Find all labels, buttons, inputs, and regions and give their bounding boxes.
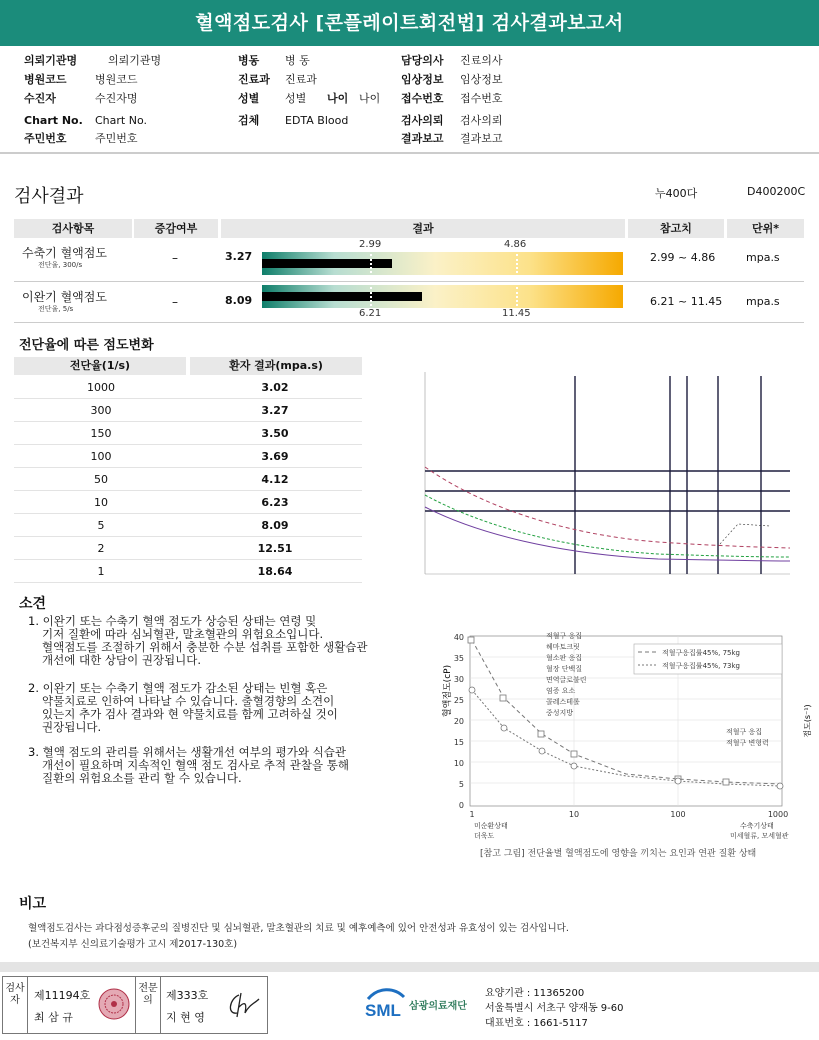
viscosity-cell: 12.51 <box>257 542 293 555</box>
info-row: 결과보고 결과보고 <box>401 132 503 145</box>
reference-range: 6.21 ~ 11.45 <box>650 295 723 308</box>
lab-address: 서울특별시 서초구 양재동 9-60 <box>485 1003 624 1014</box>
svg-text:콜레스테롤: 콜레스테롤 <box>546 698 580 706</box>
change-indicator: – <box>172 295 178 309</box>
opinion-heading: 소견 <box>19 596 47 612</box>
viscosity-cell: 4.12 <box>261 473 289 486</box>
svg-text:25: 25 <box>453 696 464 705</box>
svg-text:SML: SML <box>365 1001 401 1020</box>
result-gauge <box>262 285 623 308</box>
viscosity-cell: 8.09 <box>261 519 289 532</box>
svg-text:염증 요소: 염증 요소 <box>546 687 576 695</box>
info-row: 임상정보 임상정보 <box>401 73 503 86</box>
lab-phone: 대표번호 : 1661-5117 <box>485 1018 588 1029</box>
svg-text:15: 15 <box>453 738 464 747</box>
col-header-ref: 참고치 <box>628 219 724 238</box>
opinion-item-1: 1. 이완기 또는 수축기 혈액 점도가 상승된 상태는 연령 및 기저 질환에 따라 심뇌혈관, 말초혈관의 위험요소입니다. 혈액점도를 조절하기 위해서 충분한 수분 섭취를 포함한 생활습관 개선에 대한 상담이 권장됩니다. <box>28 614 368 667</box>
divider <box>160 977 161 1033</box>
lower-reference-curve <box>425 507 790 561</box>
viscosity-curve-chart <box>398 364 798 589</box>
svg-text:0: 0 <box>458 801 464 810</box>
shear-rate-cell: 150 <box>90 427 112 440</box>
unit: mpa.s <box>746 295 780 308</box>
patient-curve <box>425 495 790 557</box>
info-row: 성별 성별 나이 나이 <box>238 92 381 105</box>
divider <box>0 152 819 154</box>
ref-curve-73kg <box>472 690 780 786</box>
viscosity-cell: 3.50 <box>261 427 289 440</box>
lab-name: 삼광의료재단 <box>409 1001 467 1012</box>
gauge-ref-high-tick <box>516 287 518 306</box>
svg-text:1000: 1000 <box>767 810 789 819</box>
svg-text:혈장 단백질: 혈장 단백질 <box>546 665 583 673</box>
viscosity-cell: 3.02 <box>261 381 289 394</box>
info-row: 의뢰기관명 의뢰기관명 <box>24 54 162 67</box>
gauge-ref-high-label: 11.45 <box>502 308 531 319</box>
gauge-ref-high-tick <box>516 254 518 273</box>
ref-caption: [참고 그림] 전단율별 혈액점도에 영향을 끼치는 요인과 연관 질환 상태 <box>480 849 757 859</box>
test-condition: 전단율, 5/s <box>38 305 74 313</box>
divider <box>27 977 28 1033</box>
unit: mpa.s <box>746 251 780 264</box>
viscosity-cell: 3.27 <box>261 404 289 417</box>
svg-text:적혈구 변형력: 적혈구 변형력 <box>726 739 769 747</box>
specialist-name: 지 현 영 <box>166 1011 205 1024</box>
shear-rate-cell: 100 <box>90 450 112 463</box>
table-row <box>14 376 362 399</box>
table-row <box>14 514 362 537</box>
col-header-patient-result: 환자 결과(mpa.s) <box>190 357 362 375</box>
svg-text:100: 100 <box>670 810 686 819</box>
col-header-change: 증감여부 <box>134 219 218 238</box>
gauge-ref-low-tick <box>370 287 372 306</box>
info-row: 병동 병 동 <box>238 54 310 67</box>
signature-icon <box>225 989 263 1021</box>
viscosity-cell: 18.64 <box>257 565 293 578</box>
gauge-ref-low-tick <box>370 254 372 273</box>
lab-logo-icon <box>364 987 406 1021</box>
viscosity-cell: 6.23 <box>261 496 289 509</box>
test-code: D400200C <box>747 185 806 198</box>
col-header-result: 결과 <box>221 219 625 238</box>
annotation-leader <box>720 524 770 544</box>
svg-text:20: 20 <box>453 717 464 726</box>
svg-text:30: 30 <box>453 675 464 684</box>
svg-text:적혈구응집률45%, 75kg: 적혈구응집률45%, 75kg <box>662 649 740 657</box>
result-bar <box>262 292 422 301</box>
svg-text:미순환상태: 미순환상태 <box>474 822 508 830</box>
shear-rate-cell: 1000 <box>87 381 115 394</box>
test-name: 이완기 혈액점도 <box>22 290 107 304</box>
reference-figure <box>438 626 818 866</box>
specialist-label: 전문의 <box>138 983 158 1006</box>
inspector-name: 최 삼 규 <box>34 1011 73 1024</box>
row-divider <box>14 322 804 323</box>
shear-rate-cell: 50 <box>94 473 108 486</box>
col-header-item: 검사항목 <box>14 219 132 238</box>
info-row: 수진자 수진자명 <box>24 92 138 105</box>
col-header-shear-rate: 전단율(1/s) <box>14 357 186 375</box>
table-row <box>14 445 362 468</box>
svg-text:적혈구 응집: 적혈구 응집 <box>546 632 583 640</box>
info-row: 접수번호 접수번호 <box>401 92 503 105</box>
svg-text:40: 40 <box>453 633 464 642</box>
svg-text:5: 5 <box>458 780 464 789</box>
row-divider <box>14 281 804 282</box>
report-title: 혈액점도검사 [콘플레이트회전법] 검사결과보고서 <box>0 0 819 46</box>
shear-rate-cell: 5 <box>97 519 105 532</box>
gauge-ref-low-label: 2.99 <box>359 239 382 250</box>
svg-text:중성지방: 중성지방 <box>546 709 574 717</box>
test-name: 수축기 혈액점도 <box>22 246 107 260</box>
svg-text:수축기상태: 수축기상태 <box>740 822 774 830</box>
shear-rate-cell: 300 <box>90 404 112 417</box>
info-row: 병원코드 병원코드 <box>24 73 138 86</box>
seal-icon <box>97 987 131 1021</box>
svg-text:10: 10 <box>568 810 580 819</box>
results-heading: 검사결과 <box>14 186 84 207</box>
test-condition: 전단율, 300/s <box>38 261 83 269</box>
svg-text:적혈구 응집: 적혈구 응집 <box>726 728 763 736</box>
shear-rate-cell: 1 <box>97 565 105 578</box>
info-row: 검사의뢰 검사의뢰 <box>401 114 503 127</box>
ref-y-label-right: 점도(s⁻¹) <box>803 704 812 738</box>
result-gauge <box>262 252 623 275</box>
inspector-label: 검사자 <box>5 983 25 1006</box>
result-bar <box>262 259 392 268</box>
gauge-ref-high-label: 4.86 <box>504 239 527 250</box>
svg-text:10: 10 <box>453 759 464 768</box>
info-row: Chart No. Chart No. <box>24 114 147 127</box>
info-row: 진료과 진료과 <box>238 73 317 86</box>
info-row: 검체 EDTA Blood <box>238 114 349 127</box>
ref-y-label: 혈액점도(cP) <box>443 664 453 718</box>
lab-code: 요양기관 : 11365200 <box>485 988 585 999</box>
note-line: (보건복지부 신의료기술평가 고시 제2017-130호) <box>28 939 238 950</box>
reference-range: 2.99 ~ 4.86 <box>650 251 716 264</box>
specialist-license: 제333호 <box>166 989 209 1002</box>
gauge-ref-low-label: 6.21 <box>359 308 382 319</box>
change-indicator: – <box>172 251 178 265</box>
svg-text:적혈구응집률45%, 73kg: 적혈구응집률45%, 73kg <box>662 662 740 670</box>
table-row <box>14 468 362 491</box>
svg-text:혈소판 응집: 혈소판 응집 <box>546 654 583 662</box>
svg-text:35: 35 <box>453 654 464 663</box>
shear-heading: 전단율에 따른 점도변화 <box>19 338 154 353</box>
insurance-code: 누400다 <box>655 187 698 200</box>
info-row: 담당의사 진료의사 <box>401 54 503 67</box>
table-row <box>14 537 362 560</box>
signature-box <box>2 976 268 1034</box>
svg-text:헤마토크릿: 헤마토크릿 <box>546 643 580 651</box>
result-value: 3.27 <box>225 250 253 263</box>
note-heading: 비고 <box>19 896 47 912</box>
col-header-unit: 단위* <box>727 219 804 238</box>
note-line: 혈액점도검사는 과다점성증후군의 질병진단 및 심뇌혈관, 말초혈관의 치료 및 예후예측에 있어 안전성과 유효성이 있는 검사입니다. <box>28 923 569 934</box>
opinion-item-2: 2. 이완기 또는 수축기 혈액 점도가 감소된 상태는 빈혈 혹은 약물치료로 인하여 나타날 수 있습니다. 출혈경향의 소견이 있는지 추가 검사 결과와 현 약물치료를 함께 고려하실 것이 권장됩니다. <box>28 681 338 734</box>
upper-reference-curve <box>425 467 790 548</box>
shear-rate-cell: 2 <box>97 542 105 555</box>
patient-info <box>0 52 819 152</box>
svg-text:더욱도: 더욱도 <box>474 832 495 840</box>
table-row <box>14 560 362 583</box>
table-row <box>14 422 362 445</box>
viscosity-cell: 3.69 <box>261 450 289 463</box>
table-row <box>14 491 362 514</box>
table-row <box>14 399 362 422</box>
svg-text:1: 1 <box>469 810 475 819</box>
info-row: 주민번호 주민번호 <box>24 132 138 145</box>
result-value: 8.09 <box>225 294 253 307</box>
shear-rate-cell: 10 <box>94 496 108 509</box>
opinion-item-3: 3. 혈액 점도의 관리를 위해서는 생활개선 여부의 평가와 식습관 개선이 필요하며 지속적인 혈액 점도 검사로 추적 관찰을 통해 질환의 위험요소를 관리 할 수 있습니다. <box>28 745 349 785</box>
svg-text:미세혈류, 모세혈관: 미세혈류, 모세혈관 <box>730 832 789 840</box>
svg-text:면역글로불린: 면역글로불린 <box>546 676 587 684</box>
divider <box>0 962 819 972</box>
inspector-license: 제11194호 <box>34 989 91 1002</box>
